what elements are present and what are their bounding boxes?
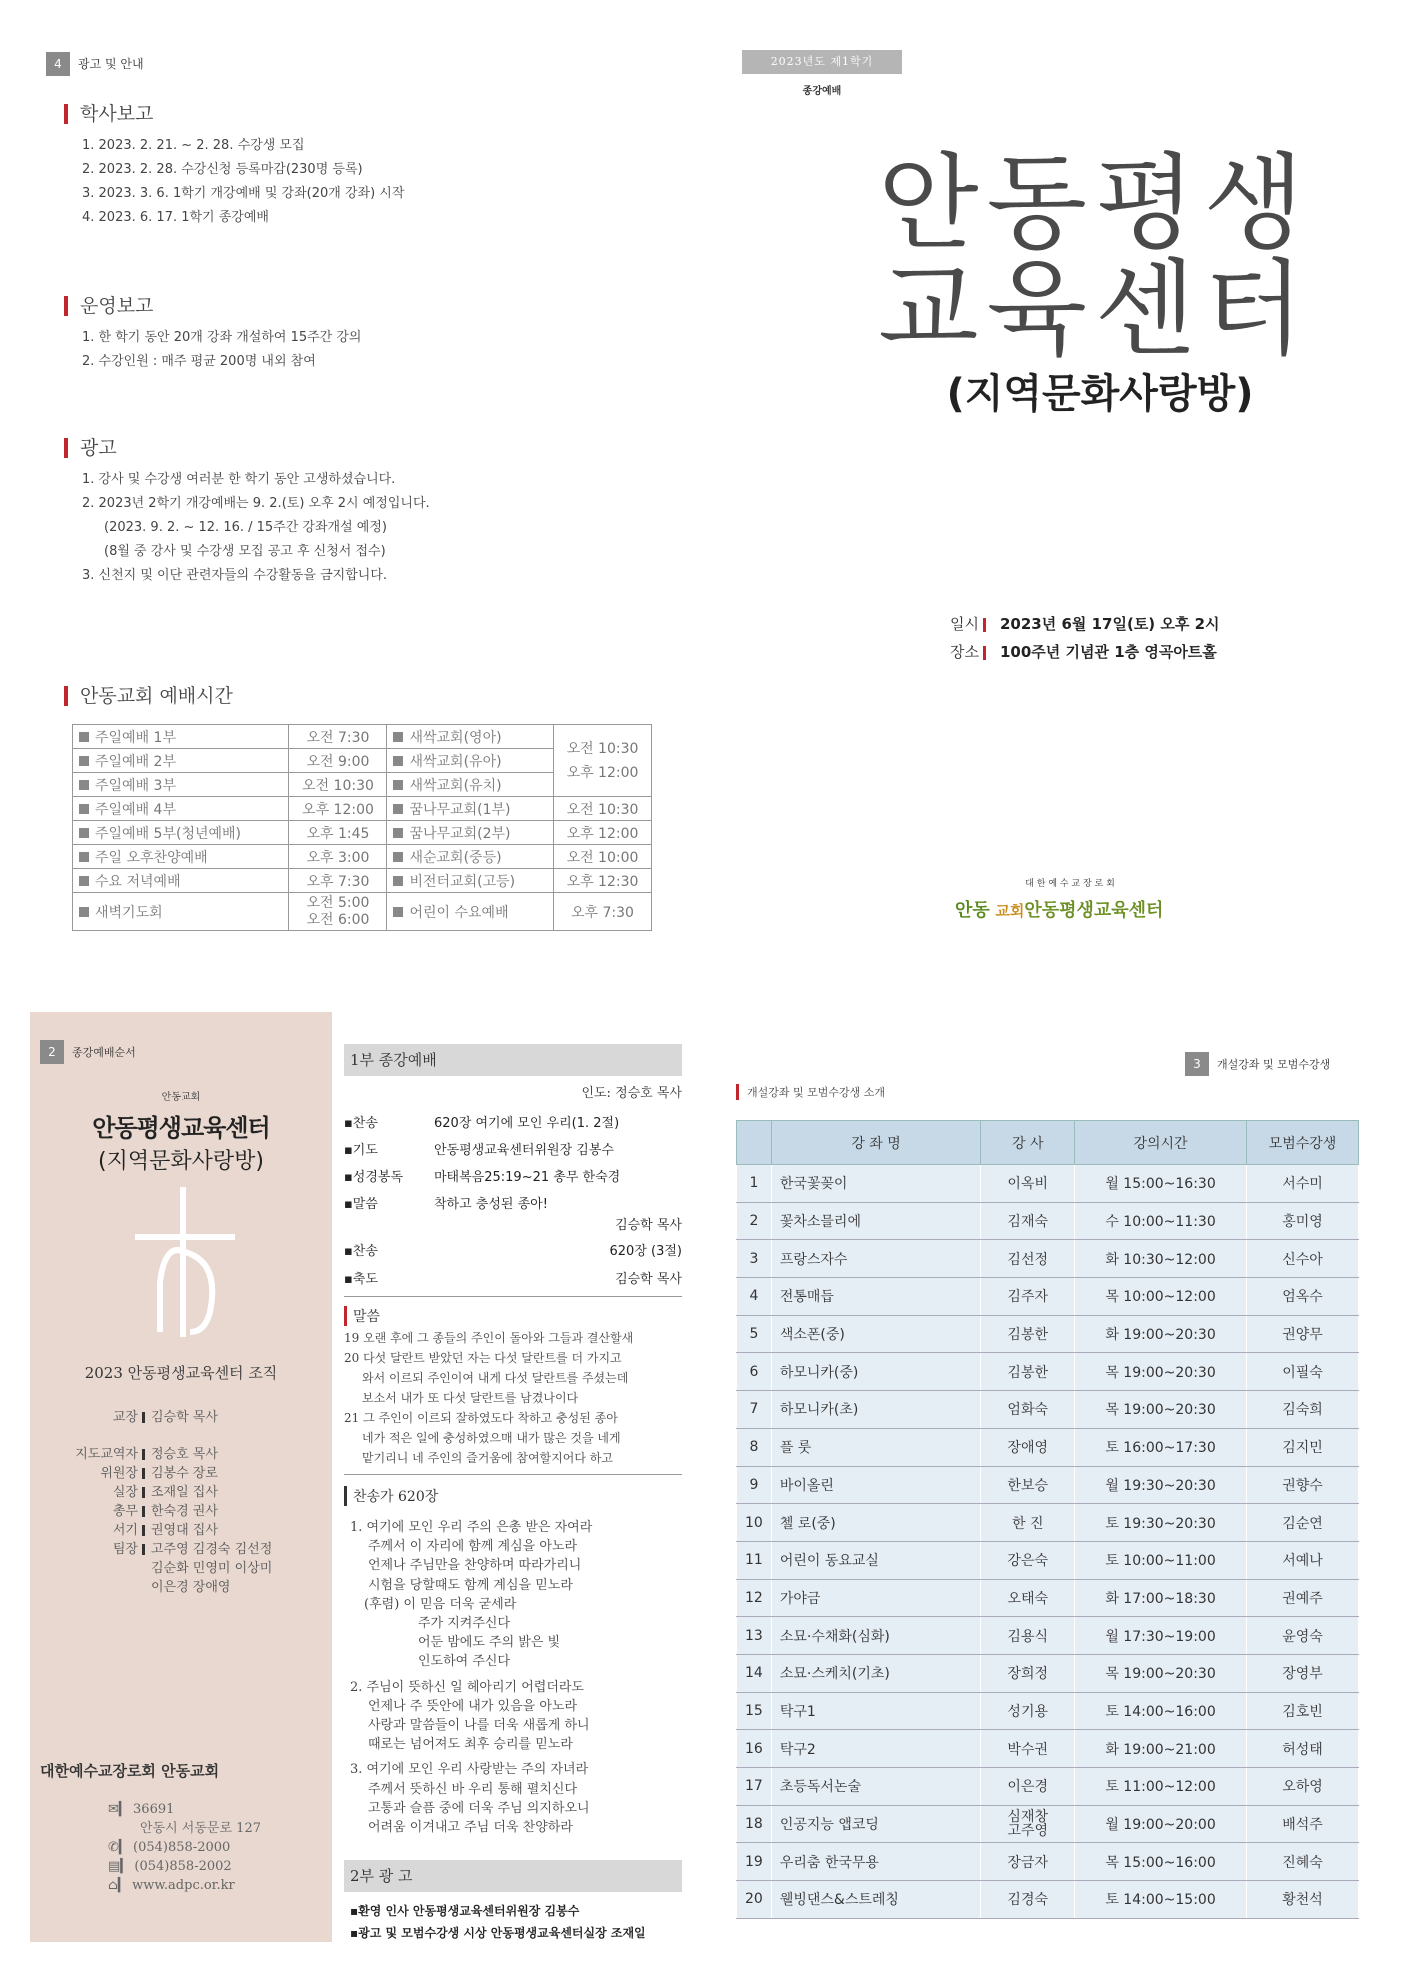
model-student: 허성태 — [1246, 1730, 1358, 1768]
list-item: (8월 중 강사 및 수강생 모집 공고 후 신청서 접수) — [104, 544, 386, 559]
org-list — [50, 1408, 320, 1597]
service-name: 새순교회(중등) — [387, 845, 554, 869]
service-time: 오전 5:00 오전 6:00 — [289, 893, 387, 931]
model-student: 김숙희 — [1246, 1391, 1358, 1429]
list-item: 2. 수강인원 : 매주 평균 200명 내외 참여 — [82, 354, 316, 369]
fax-icon: ▤▎ — [108, 1859, 131, 1874]
org-row: 위원장 김봉수 장로 — [100, 1466, 218, 1481]
class-time: 토 14:00~16:00 — [1075, 1692, 1247, 1730]
class-time: 토 11:00~12:00 — [1075, 1768, 1247, 1806]
column-header: 강의시간 — [1075, 1121, 1247, 1165]
class-time: 화 19:00~20:30 — [1075, 1315, 1247, 1353]
hymn-line: 3. 여기에 모인 우리 사랑받는 주의 자녀라 — [350, 1762, 589, 1778]
service-name: 꿈나무교회(1부) — [387, 797, 554, 821]
cover-title-line1: 안동평생 — [878, 142, 1312, 264]
row-number: 18 — [737, 1805, 772, 1843]
service-time: 오전 7:30 — [289, 725, 387, 749]
model-student: 장영부 — [1246, 1654, 1358, 1692]
class-time: 목 19:00~20:30 — [1075, 1353, 1247, 1391]
table-row — [737, 1466, 1359, 1504]
row-number: 17 — [737, 1768, 772, 1806]
course-name: 한국꽃꽂이 — [771, 1165, 981, 1203]
table-row — [737, 1768, 1359, 1806]
course-name: 웰빙댄스&스트레칭 — [771, 1881, 981, 1919]
row-number: 8 — [737, 1428, 772, 1466]
hymn-line: 어려움 이겨내고 주님 더욱 찬양하라 — [368, 1820, 573, 1836]
instructor: 성기용 — [981, 1692, 1075, 1730]
page-title: 개설강좌 및 모범수강생 — [1217, 1057, 1331, 1071]
worship-heading: 안동교회 예배시간 — [64, 686, 233, 706]
service-name: 수요 저녁예배 — [73, 869, 289, 893]
table-row — [737, 1692, 1359, 1730]
course-name: 인공지능 앱코딩 — [771, 1805, 981, 1843]
instructor: 한 진 — [981, 1504, 1075, 1542]
instructor: 박수권 — [981, 1730, 1075, 1768]
list-item: 1. 강사 및 수강생 여러분 한 학기 동안 고생하셨습니다. — [82, 472, 396, 487]
service-time: 오전 10:30 — [289, 773, 387, 797]
row-number: 16 — [737, 1730, 772, 1768]
org-title: 2023 안동평생교육센터 조직 — [84, 1364, 278, 1382]
table-row — [737, 1391, 1359, 1429]
list-item: (2023. 9. 2. ~ 12. 16. / 15주간 강좌개설 예정) — [104, 520, 387, 535]
service-time: 오후 12:30 — [554, 869, 652, 893]
instructor: 김봉한 — [981, 1315, 1075, 1353]
row-number: 10 — [737, 1504, 772, 1542]
list-item: 1. 한 학기 동안 20개 강좌 개설하여 15주간 강의 — [82, 330, 362, 345]
row-number: 4 — [737, 1278, 772, 1316]
part1-heading: 1부 종강예배 — [344, 1044, 682, 1076]
hymn-line: (후렴) 이 믿음 더욱 굳세라 — [364, 1596, 517, 1612]
table-row — [737, 1278, 1359, 1316]
instructor: 한보승 — [981, 1466, 1075, 1504]
contact-block: ✉▎ 36691 안동시 서동문로 127 ✆▎ (054)858-2000 ▤▎ (054)858-2002 ⌂▎ www.adpc.or.kr — [108, 1802, 261, 1893]
model-student: 서예나 — [1246, 1541, 1358, 1579]
hymn-line: 2. 주님이 뜻하신 일 헤아리기 어렵더라도 — [350, 1679, 584, 1695]
org-row: 지도교역자 정승호 목사 — [75, 1447, 218, 1462]
hymn-line: 시험을 당할때도 함께 계심을 믿노라 — [368, 1577, 573, 1593]
class-time: 토 10:00~11:00 — [1075, 1541, 1247, 1579]
model-student: 권향수 — [1246, 1466, 1358, 1504]
hymn-heading: 찬송가 620장 — [344, 1486, 682, 1506]
table-row — [737, 1579, 1359, 1617]
instructor: 장금자 — [981, 1843, 1075, 1881]
mail-icon: ✉▎ — [108, 1802, 129, 1817]
table-row — [737, 1428, 1359, 1466]
service-name: 주일예배 3부 — [73, 773, 289, 797]
scripture-line: 20 다섯 달란트 받았던 자는 다섯 달란트를 더 가지고 — [344, 1351, 622, 1365]
order-list — [344, 1110, 682, 1218]
hymn-line: 주께서 뜻하신 바 우리 통해 펼치신다 — [368, 1781, 578, 1797]
place-value: 100주년 기념관 1층 영곡아트홀 — [999, 643, 1217, 661]
service-name: 새싹교회(영아) — [387, 725, 554, 749]
instructor: 엄화숙 — [981, 1391, 1075, 1429]
course-name: 색소폰(중) — [771, 1315, 981, 1353]
model-student: 진혜숙 — [1246, 1843, 1358, 1881]
class-time: 월 17:30~19:00 — [1075, 1617, 1247, 1655]
row-number: 15 — [737, 1692, 772, 1730]
row-number: 5 — [737, 1315, 772, 1353]
course-name: 하모니카(중) — [771, 1353, 981, 1391]
service-name: 비전터교회(고등) — [387, 869, 554, 893]
worship-row — [73, 821, 652, 845]
cover-title-line2: 교육센터 — [878, 248, 1312, 370]
academic-report — [64, 104, 624, 230]
table-row — [737, 1353, 1359, 1391]
service-name: 어린이 수요예배 — [387, 893, 554, 931]
model-student: 권양무 — [1246, 1315, 1358, 1353]
row-number: 6 — [737, 1353, 772, 1391]
worship-row — [73, 725, 652, 749]
row-number: 14 — [737, 1654, 772, 1692]
cover-title — [860, 142, 1330, 370]
service-name: 주일예배 2부 — [73, 749, 289, 773]
model-student: 김호빈 — [1246, 1692, 1358, 1730]
hymn-line: 때로는 넘어져도 최후 승리를 믿노라 — [368, 1737, 573, 1753]
section-heading: 학사보고 — [64, 104, 624, 124]
model-student: 엄옥수 — [1246, 1278, 1358, 1316]
course-name: 탁구1 — [771, 1692, 981, 1730]
model-student: 김지민 — [1246, 1428, 1358, 1466]
row-number: 9 — [737, 1466, 772, 1504]
row-number: 19 — [737, 1843, 772, 1881]
hymn-line: 인도하여 주신다 — [418, 1654, 511, 1670]
hymn-line: 언제나 주님만을 찬양하며 따라가리니 — [368, 1558, 582, 1574]
org-row: 서기 권영대 집사 — [112, 1523, 218, 1538]
table-row — [737, 1805, 1359, 1843]
row-number: 3 — [737, 1240, 772, 1278]
list-item: 3. 2023. 3. 6. 1학기 개강예배 및 강좌(20개 강좌) 시작 — [82, 186, 405, 201]
courses-table — [736, 1120, 1359, 1919]
order-item: ▪찬송 620장 여기에 모인 우리(1. 2절) — [344, 1116, 620, 1131]
org-row: 총무 한숙경 권사 — [112, 1504, 218, 1519]
part2-heading: 2부 광 고 — [344, 1860, 682, 1892]
row-number: 11 — [737, 1541, 772, 1579]
ads — [64, 438, 624, 588]
date-label: 일시 — [950, 615, 979, 633]
row-number: 7 — [737, 1391, 772, 1429]
date-value: 2023년 6월 17일(토) 오후 2시 — [999, 615, 1220, 633]
row-number: 1 — [737, 1165, 772, 1203]
cover-info — [950, 610, 1220, 666]
table-header — [737, 1121, 1359, 1165]
column-header: 모범수강생 — [1246, 1121, 1358, 1165]
hymn-line: 주가 지켜주신다 — [418, 1616, 511, 1632]
course-name: 꽃차소믈리에 — [771, 1202, 981, 1240]
table-row — [737, 1240, 1359, 1278]
org-row: 이은경 장애영 — [151, 1580, 231, 1595]
church-small: 안동교회 — [161, 1092, 201, 1103]
column-header: 강 사 — [981, 1121, 1075, 1165]
service-name: 주일예배 5부(청년예배) — [73, 821, 289, 845]
cross-logo-icon — [130, 1182, 240, 1342]
scripture-line: 네가 적은 일에 충성하였으매 내가 많은 것을 네게 — [362, 1431, 621, 1445]
instructor: 오태숙 — [981, 1579, 1075, 1617]
row-number: 20 — [737, 1881, 772, 1919]
logo-line1: 안동평생교육센터 — [92, 1114, 270, 1142]
service-name: 새싹교회(유아) — [387, 749, 554, 773]
part2-item: ▪환영 인사 안동평생교육센터위원장 김봉수 — [350, 1904, 580, 1918]
instructor: 장희정 — [981, 1654, 1075, 1692]
scripture-line: 19 오랜 후에 그 종들의 주인이 돌아와 그들과 결산할새 — [344, 1331, 634, 1345]
model-student: 신수아 — [1246, 1240, 1358, 1278]
org-row: 김순화 민영미 이상미 — [151, 1561, 273, 1576]
service-time: 오후 12:00 — [289, 797, 387, 821]
table-row — [737, 1881, 1359, 1919]
part2-items — [350, 1900, 690, 1944]
web-icon: ⌂▎ — [108, 1878, 128, 1893]
org-row: 팀장 고주영 김경숙 김선정 — [112, 1542, 273, 1557]
service-time: 오전 10:30 오후 12:00 — [554, 725, 652, 797]
service-time: 오후 7:30 — [289, 869, 387, 893]
courses-section-title: 개설강좌 및 모범수강생 소개 — [736, 1084, 885, 1100]
service-time: 오후 3:00 — [289, 845, 387, 869]
scripture-line: 보소서 내가 또 다섯 달란트를 남겼나이다 — [362, 1391, 579, 1405]
instructor: 강은숙 — [981, 1541, 1075, 1579]
class-time: 수 10:00~11:30 — [1075, 1202, 1247, 1240]
table-row — [737, 1617, 1359, 1655]
place-label: 장소 — [950, 643, 979, 661]
list-item: 3. 신천지 및 이단 관련자들의 수강활동을 금지합니다. — [82, 568, 388, 583]
model-student: 황천석 — [1246, 1881, 1358, 1919]
cover-logo: 안동 교회안동평생교육센터 — [955, 900, 1164, 921]
course-name: 소묘·스케치(기초) — [771, 1654, 981, 1692]
course-name: 프랑스자수 — [771, 1240, 981, 1278]
course-name: 하모니카(초) — [771, 1391, 981, 1429]
scripture: 말씀 19 오랜 후에 그 종들의 주인이 돌아와 그들과 결산할새 20 다섯 달란트 받았던 자는 다섯 달란트를 더 가지고 와서 이르되 주인이여 내게 다섯 달란트를 주셨는데 보소서 내가 또 다섯 달란트를 남겼나이다 21 그 주인이 이르되 잘하였도다 착하고 충성된 종아 네가 적은 일에 충성하였으매 내가 많은 것을 네게 맡기리니 네 주인의 즐거움에 참여할지어다 하고 — [344, 1306, 682, 1468]
page-number: 4 — [46, 52, 70, 76]
phone-icon: ✆▎ — [108, 1840, 129, 1855]
class-time: 화 17:00~18:30 — [1075, 1579, 1247, 1617]
worship-row — [73, 797, 652, 821]
table-row — [737, 1541, 1359, 1579]
row-number: 12 — [737, 1579, 772, 1617]
model-student: 이필숙 — [1246, 1353, 1358, 1391]
hymn2-row: ▪찬송 620장 (3절) — [344, 1244, 682, 1259]
course-name: 플 룻 — [771, 1428, 981, 1466]
table-row — [737, 1730, 1359, 1768]
order-item: ▪성경봉독 마태복음25:19~21 총무 한숙경 — [344, 1170, 621, 1185]
class-time: 화 10:30~12:00 — [1075, 1240, 1247, 1278]
service-name: 새벽기도회 — [73, 893, 289, 931]
list-item: 2. 2023년 2학기 개강예배는 9. 2.(토) 오후 2시 예정입니다. — [82, 496, 430, 511]
service-time: 오전 9:00 — [289, 749, 387, 773]
semester-badge: 2023년도 제1학기 — [742, 50, 902, 74]
instructor: 심재창 고주영 — [981, 1805, 1075, 1843]
course-name: 바이올린 — [771, 1466, 981, 1504]
course-name: 어린이 동요교실 — [771, 1541, 981, 1579]
course-name: 가야금 — [771, 1579, 981, 1617]
table-row — [737, 1843, 1359, 1881]
class-time: 목 19:00~20:30 — [1075, 1654, 1247, 1692]
class-time: 화 19:00~21:00 — [1075, 1730, 1247, 1768]
row-number: 2 — [737, 1202, 772, 1240]
scripture-line: 와서 이르되 주인이여 내게 다섯 달란트를 주셨는데 — [362, 1371, 629, 1385]
class-time: 월 15:00~16:30 — [1075, 1165, 1247, 1203]
service-time: 오전 10:00 — [554, 845, 652, 869]
service-name: 주일 오후찬양예배 — [73, 845, 289, 869]
hymn-line: 어둔 밤에도 주의 밝은 빛 — [418, 1635, 561, 1651]
preacher: 김승학 목사 — [615, 1218, 682, 1233]
service-time: 오전 10:30 — [554, 797, 652, 821]
model-student: 서수미 — [1246, 1165, 1358, 1203]
service-name: 주일예배 4부 — [73, 797, 289, 821]
page2-header — [40, 1040, 136, 1064]
service-label: 종강예배 — [802, 86, 842, 97]
table-row — [737, 1504, 1359, 1542]
worship-row — [73, 893, 652, 931]
table-row — [737, 1315, 1359, 1353]
part2-item: ▪광고 및 모범수강생 시상 안동평생교육센터실장 조재일 — [350, 1926, 646, 1940]
page-title: 종강예배순서 — [72, 1045, 136, 1059]
service-name: 주일예배 1부 — [73, 725, 289, 749]
class-time: 토 19:30~20:30 — [1075, 1504, 1247, 1542]
instructor: 김용식 — [981, 1617, 1075, 1655]
instructor: 김재숙 — [981, 1202, 1075, 1240]
service-time: 오후 7:30 — [554, 893, 652, 931]
model-student: 홍미영 — [1246, 1202, 1358, 1240]
section-heading: 광고 — [64, 438, 624, 458]
hymn-line: 고통과 슬픔 중에 더욱 주님 의지하오니 — [368, 1800, 590, 1816]
instructor: 김선정 — [981, 1240, 1075, 1278]
list-item: 4. 2023. 6. 17. 1학기 종강예배 — [82, 210, 269, 225]
hymn-lines — [350, 1518, 682, 1837]
denomination: 대 한 예 수 교 장 로 회 — [1025, 879, 1115, 889]
instructor: 김경숙 — [981, 1881, 1075, 1919]
column-header: 강 좌 명 — [771, 1121, 981, 1165]
course-name: 전통매듭 — [771, 1278, 981, 1316]
class-time: 목 15:00~16:00 — [1075, 1843, 1247, 1881]
hymn-line: 언제나 주 뜻안에 내가 있음을 아노라 — [368, 1698, 578, 1714]
instructor: 이옥비 — [981, 1165, 1075, 1203]
cover-subtitle: (지역문화사랑방) — [946, 371, 1254, 417]
scripture-line: 21 그 주인이 이르되 잘하였도다 착하고 충성된 종아 — [344, 1411, 618, 1425]
course-name: 우리춤 한국무용 — [771, 1843, 981, 1881]
course-name: 첼 로(중) — [771, 1504, 981, 1542]
page-number: 2 — [40, 1040, 64, 1064]
service-name: 새싹교회(유치) — [387, 773, 554, 797]
order-item: ▪말씀 착하고 충성된 종아! — [344, 1197, 548, 1212]
table-row — [737, 1202, 1359, 1240]
model-student: 김순연 — [1246, 1504, 1358, 1542]
row-number: 13 — [737, 1617, 772, 1655]
scripture-line: 맡기리니 네 주인의 즐거움에 참여할지어다 하고 — [362, 1451, 613, 1465]
blessing-row: ▪축도 김승학 목사 — [344, 1272, 682, 1287]
logo-line2: (지역문화사랑방) — [98, 1149, 264, 1174]
course-name: 탁구2 — [771, 1730, 981, 1768]
list-item: 1. 2023. 2. 21. ~ 2. 28. 수강생 모집 — [82, 138, 305, 153]
page-title: 광고 및 안내 — [78, 57, 144, 71]
service-time: 오후 1:45 — [289, 821, 387, 845]
course-name: 소묘·수채화(심화) — [771, 1617, 981, 1655]
page3-header — [1185, 1052, 1330, 1076]
org-row: 교장 김승학 목사 — [112, 1410, 218, 1425]
list-item: 2. 2023. 2. 28. 수강신청 등록마감(230명 등록) — [82, 162, 363, 177]
instructor: 장애영 — [981, 1428, 1075, 1466]
org-row: 실장 조재일 집사 — [112, 1485, 218, 1500]
worship-table — [72, 724, 652, 931]
class-time: 월 19:00~20:00 — [1075, 1805, 1247, 1843]
table-row — [737, 1654, 1359, 1692]
class-time: 월 19:30~20:30 — [1075, 1466, 1247, 1504]
course-name: 초등독서논술 — [771, 1768, 981, 1806]
table-row — [737, 1165, 1359, 1203]
model-student: 배석주 — [1246, 1805, 1358, 1843]
class-time: 토 16:00~17:30 — [1075, 1428, 1247, 1466]
service-time: 오후 12:00 — [554, 821, 652, 845]
hymn-line: 사랑과 말씀들이 나를 더욱 새롭게 하니 — [368, 1718, 590, 1734]
model-student: 오하영 — [1246, 1768, 1358, 1806]
hymn-line: 주께서 이 자리에 함께 계심을 아노라 — [368, 1539, 578, 1555]
instructor: 이은경 — [981, 1768, 1075, 1806]
church-name: 대한예수교장로회 안동교회 — [40, 1762, 220, 1780]
model-student: 권예주 — [1246, 1579, 1358, 1617]
operation-report — [64, 296, 624, 374]
class-time: 토 14:00~15:00 — [1075, 1881, 1247, 1919]
leader: 인도: 정승호 목사 — [581, 1086, 682, 1101]
worship-row — [73, 869, 652, 893]
section-heading: 운영보고 — [64, 296, 624, 316]
instructor: 김주자 — [981, 1278, 1075, 1316]
worship-row — [73, 845, 652, 869]
org-sidebar — [30, 1012, 332, 1942]
class-time: 목 19:00~20:30 — [1075, 1391, 1247, 1429]
instructor: 김봉한 — [981, 1353, 1075, 1391]
page-number: 3 — [1185, 1052, 1209, 1076]
page4-header — [46, 52, 144, 76]
hymn-line: 1. 여기에 모인 우리 주의 은총 받은 자여라 — [350, 1520, 593, 1535]
order-item: ▪기도 안동평생교육센터위원장 김봉수 — [344, 1143, 614, 1158]
class-time: 목 10:00~12:00 — [1075, 1278, 1247, 1316]
model-student: 윤영숙 — [1246, 1617, 1358, 1655]
service-name: 꿈나무교회(2부) — [387, 821, 554, 845]
